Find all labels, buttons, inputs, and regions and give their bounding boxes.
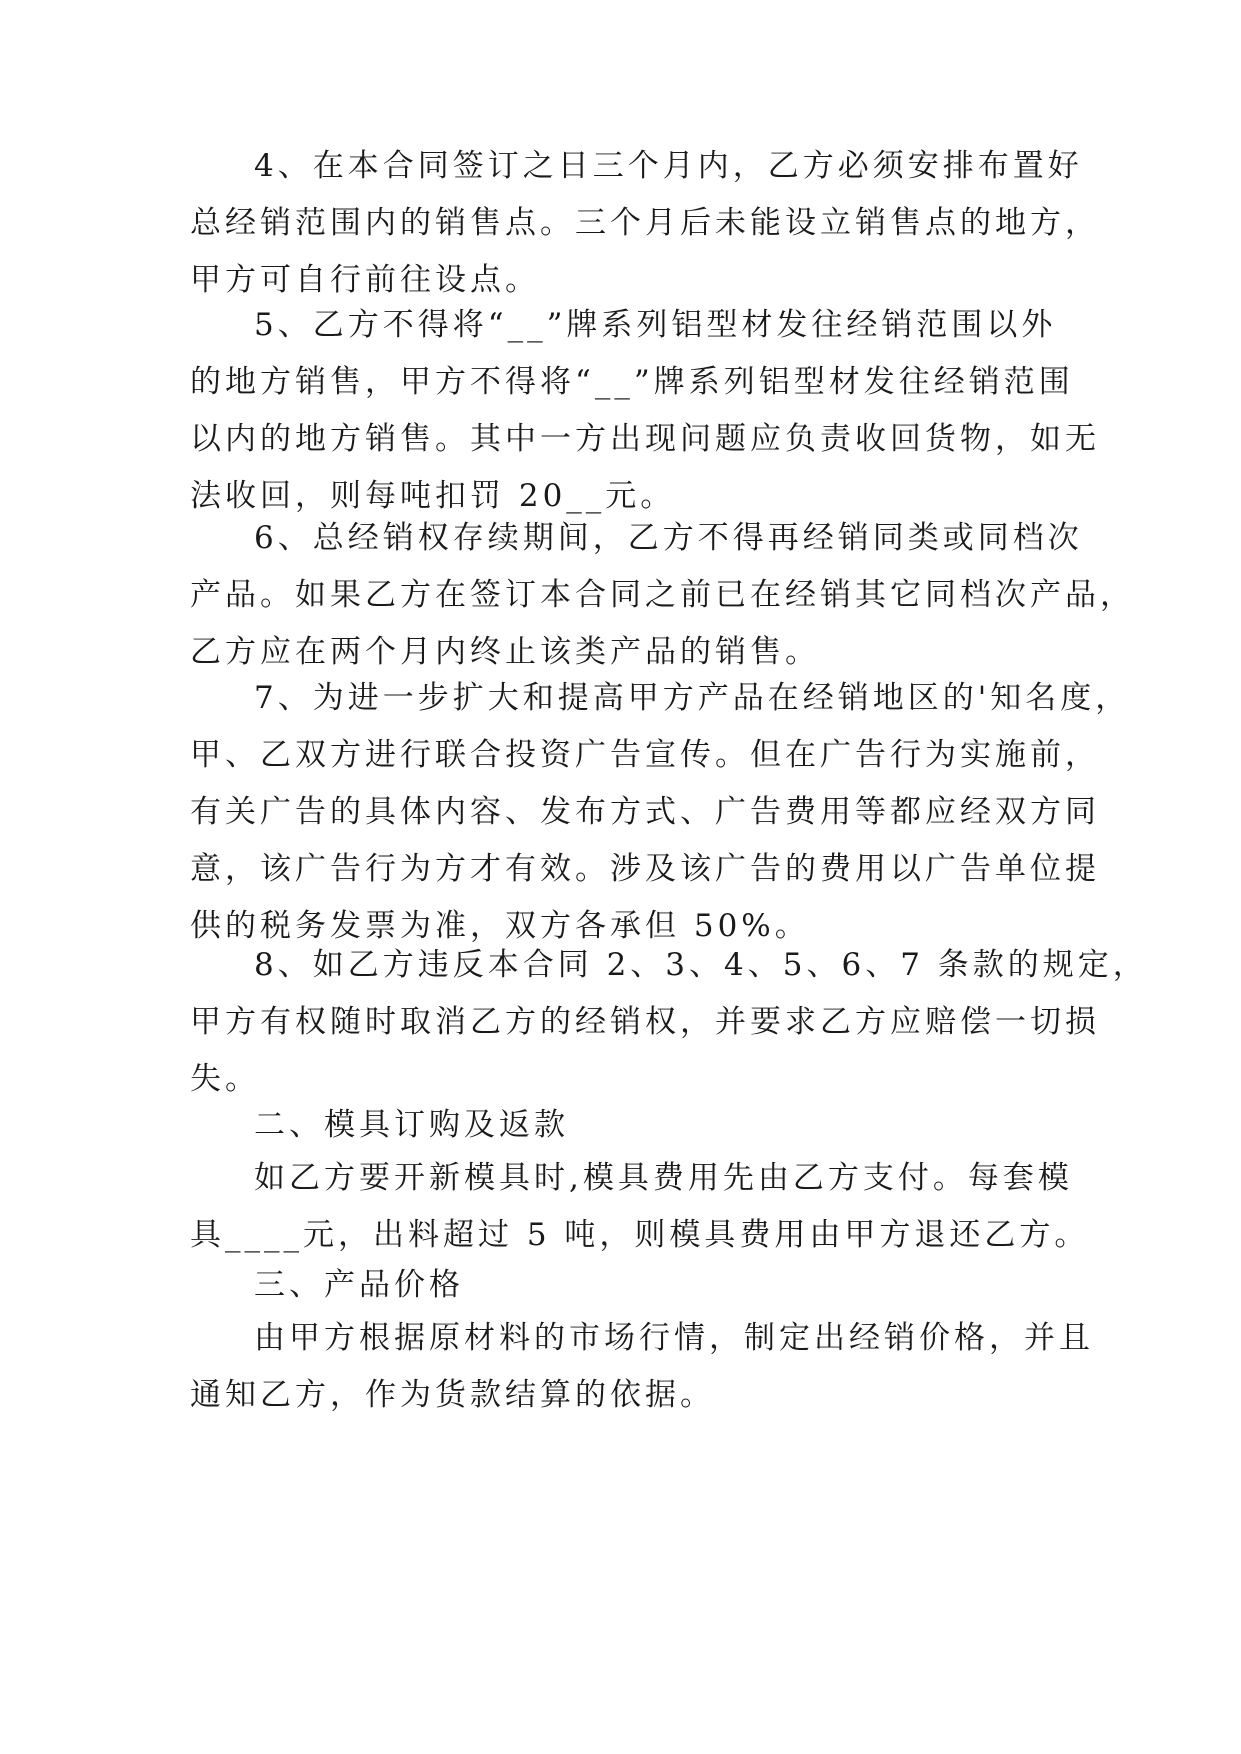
clause-6 (190, 510, 1135, 681)
text-line: 5、乙方不得将“__”牌系列铝型材发往经销范围以外 (254, 307, 1057, 343)
text-line: 的地方销售，甲方不得将“__”牌系列铝型材发往经销范围 (190, 364, 1074, 400)
section-heading-molds (190, 1097, 1070, 1154)
text-line: 7、为进一步扩大和提高甲方产品在经销地区的'知名度， (254, 680, 1131, 716)
clause-8 (190, 937, 1148, 1108)
clause-5 (190, 297, 1100, 525)
text-line: 法收回，则每吨扣罚 20__元。 (190, 478, 676, 514)
clause-7 (190, 670, 1131, 955)
text-line: 乙方应在两个月内终止该类产品的销售。 (190, 634, 820, 670)
text-line: 甲方可自行前往设点。 (190, 262, 540, 298)
section-heading: 三、产品价格 (254, 1267, 464, 1303)
text-line: 失。 (190, 1061, 260, 1097)
molds-paragraph (190, 1150, 1090, 1264)
text-line: 以内的地方销售。其中一方出现问题应负责收回货物，如无 (190, 421, 1100, 457)
text-line: 意，该广告行为方才有效。涉及该广告的费用以广告单位提 (190, 851, 1100, 887)
text-line: 如乙方要开新模具时,模具费用先由乙方支付。每套模 (254, 1160, 1073, 1196)
text-line: 甲方有权随时取消乙方的经销权，并要求乙方应赔偿一切损 (190, 1004, 1100, 1040)
text-line: 总经销范围内的销售点。三个月后未能设立销售点的地方， (190, 205, 1100, 241)
text-line: 甲、乙双方进行联合投资广告宣传。但在广告行为实施前， (190, 737, 1100, 773)
text-line: 供的税务发票为准，双方各承但 50%。 (190, 908, 810, 944)
text-line: 有关广告的具体内容、发布方式、广告费用等都应经双方同 (190, 794, 1100, 830)
text-line: 4、在本合同签订之日三个月内，乙方必须安排布置好 (254, 148, 1083, 184)
section-heading-price (190, 1257, 1070, 1314)
text-line: 由甲方根据原材料的市场行情，制定出经销价格，并且 (254, 1320, 1094, 1356)
text-line: 通知乙方，作为货款结算的依据。 (190, 1377, 715, 1413)
section-heading: 二、模具订购及返款 (254, 1107, 569, 1143)
text-line: 6、总经销权存续期间，乙方不得再经销同类或同档次 (254, 520, 1083, 556)
text-line: 产品。如果乙方在签订本合同之前已在经销其它同档次产品， (190, 577, 1135, 613)
text-line: 8、如乙方违反本合同 2、3、4、5、6、7 条款的规定， (254, 947, 1148, 983)
text-line: 具____元，出料超过 5 吨，则模具费用由甲方退还乙方。 (190, 1217, 1090, 1253)
price-paragraph (190, 1310, 1094, 1424)
clause-4 (190, 138, 1100, 309)
